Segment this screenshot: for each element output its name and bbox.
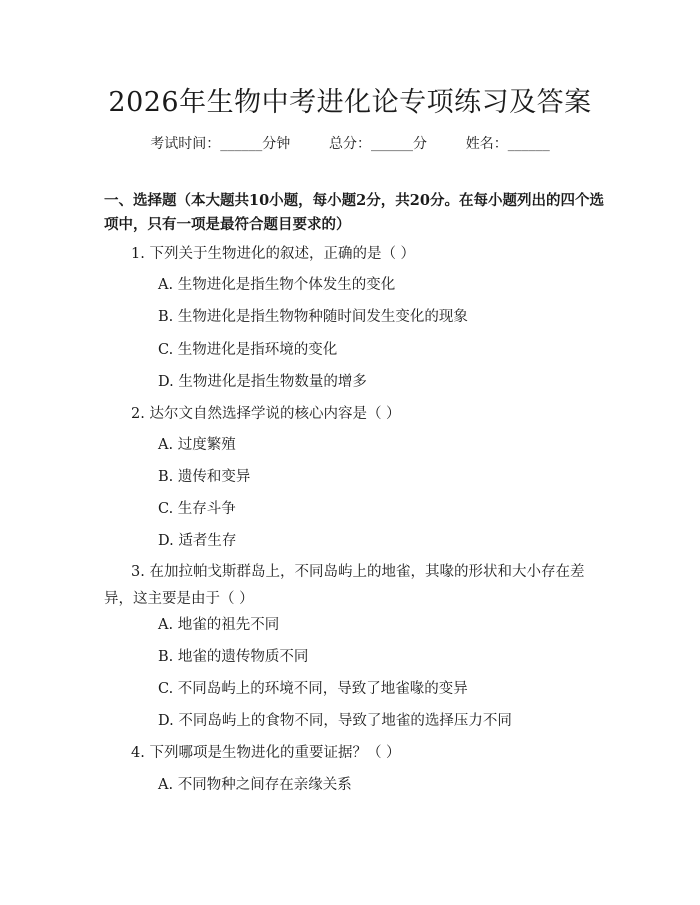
question-4-stem: 4. 下列哪项是生物进化的重要证据？（ ） — [131, 745, 401, 761]
question-1-stem: 1. 下列关于生物进化的叙述，正确的是（ ） — [131, 246, 416, 262]
question-3-option-a: A. 地雀的祖先不同 — [158, 617, 280, 633]
question-3-stem: 3. 在加拉帕戈斯群岛上，不同岛屿上的地雀，其喙的形状和大小存在差异，这主要是由于（ ） — [104, 564, 585, 607]
question-3-option-c: C. 不同岛屿上的环境不同，导致了地雀喙的变异 — [158, 681, 468, 697]
question-1-option-b: B. 生物进化是指生物物种随时间发生变化的现象 — [158, 309, 468, 325]
question-3-option-d: D. 不同岛屿上的食物不同，导致了地雀的选择压力不同 — [158, 713, 512, 729]
exam-meta-line — [0, 133, 700, 153]
question-4-option-a: A. 不同物种之间存在亲缘关系 — [158, 777, 352, 793]
question-2-option-a: A. 过度繁殖 — [158, 437, 236, 453]
exam-meta-text: 考试时间：______分钟 总分：______分 姓名：______ — [150, 136, 550, 152]
page-title: 2026年生物中考进化论专项练习及答案 — [108, 87, 592, 118]
question-1-option-c: C. 生物进化是指环境的变化 — [158, 342, 338, 358]
question-2-option-c: C. 生存斗争 — [158, 501, 236, 517]
question-1-option-a: A. 生物进化是指生物个体发生的变化 — [158, 277, 396, 293]
question-3-option-b: B. 地雀的遗传物质不同 — [158, 649, 309, 665]
section-heading: 一、选择题（本大题共10小题，每小题2分，共20分。在每小题列出的四个选项中，只有一项是最符合题目要求的） — [104, 192, 604, 233]
question-1-option-d: D. 生物进化是指生物数量的增多 — [158, 374, 367, 390]
question-2-option-d: D. 适者生存 — [158, 533, 237, 549]
question-2-option-b: B. 遗传和变异 — [158, 469, 251, 485]
question-2-stem: 2. 达尔文自然选择学说的核心内容是（ ） — [131, 406, 401, 422]
